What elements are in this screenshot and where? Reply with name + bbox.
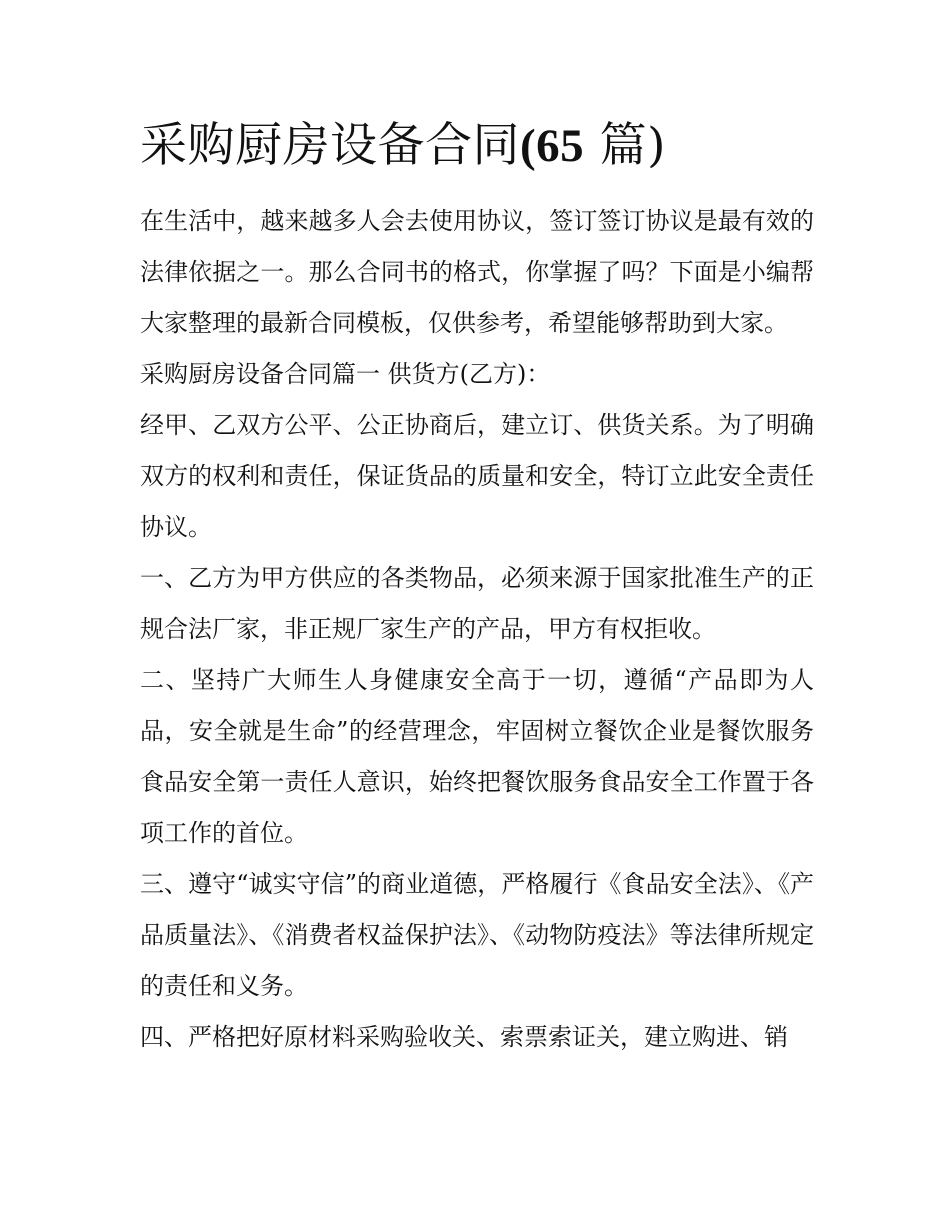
document-body: [140, 196, 814, 1063]
title-text: 采购厨房设备合同: [140, 118, 520, 173]
clause-paragraph-1: 一、乙方为甲方供应的各类物品，必须来源于国家批准生产的正规合法厂家，非正规厂家生产的产品，甲方有权拒收。: [140, 564, 814, 643]
intro-paragraph: 在生活中，越来越多人会去使用协议，签订签订协议是最有效的法律依据之一。那么合同书的格式，你掌握了吗？下面是小编帮大家整理的最新合同模板，仅供参考，希望能够帮助到大家。: [140, 207, 814, 337]
document-title: [140, 114, 666, 178]
preamble-paragraph: 经甲、乙双方公平、公正协商后，建立订、供货关系。为了明确双方的权利和责任，保证货品的质量和安全，特订立此安全责任协议。: [140, 411, 814, 541]
clause-paragraph-4: 四、严格把好原材料采购验收关、索票索证关，建立购进、销: [140, 1023, 788, 1051]
clause-paragraph-2: 二、坚持广大师生人身健康安全高于一切，遵循“产品即为人品，安全就是生命”的经营理念，牢固树立餐饮企业是餐饮服务食品安全第一责任人意识，始终把餐饮服务食品安全工作置于各项工作的首位。: [140, 666, 814, 847]
title-count: (65: [520, 120, 585, 172]
section-heading: 采购厨房设备合同篇一 供货方(乙方)：: [140, 360, 551, 388]
title-suffix: 篇): [584, 118, 666, 173]
clause-paragraph-3: 三、遵守“诚实守信”的商业道德，严格履行《食品安全法》、《产品质量法》、《消费者权益保护法》、《动物防疫法》等法律所规定的责任和义务。: [140, 870, 814, 1000]
